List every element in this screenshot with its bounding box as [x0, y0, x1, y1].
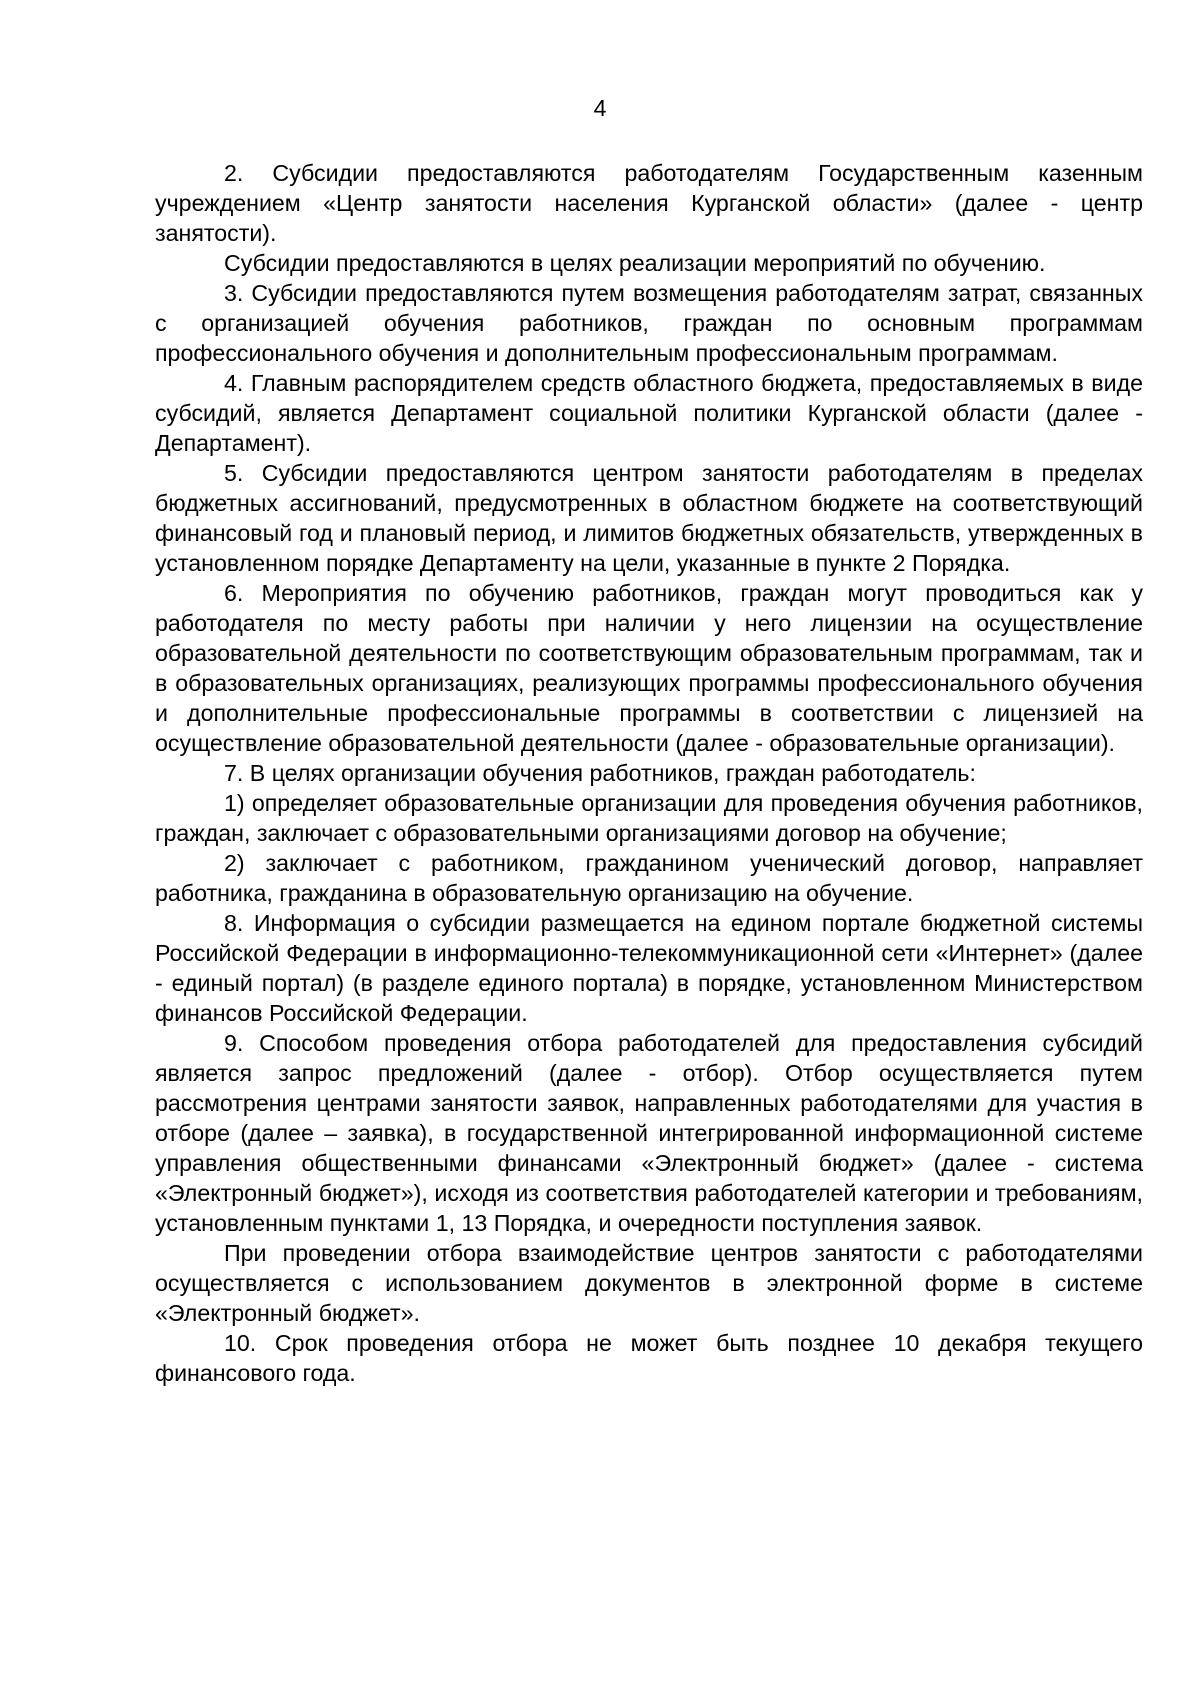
paragraph-3: 3. Субсидии предоставляются путем возмещения работодателям затрат, связанных с организацией обучения работников, граждан по основным программам профессионального обучения и дополнительным профессиональным программам. [155, 280, 1143, 366]
paragraph-6: 6. Мероприятия по обучению работников, граждан могут проводиться как у работодателя по месту работы при наличии у него лицензии на осуществление образовательной деятельности по соответствующим образовательным программам, так и в образовательных организациях, реализующих программы профессионального обучения и дополнительные профессиональные программы в соответствии с лицензией на осуществление образовательной деятельности (далее - образовательные организации). [155, 580, 1143, 756]
paragraph-7-item-1: 1) определяет образовательные организации для проведения обучения работников, граждан, заключает с образовательными организациями договор на обучение; [155, 790, 1143, 846]
paragraph-7-item-2: 2) заключает с работником, гражданином ученический договор, направляет работника, гражданина в образовательную организацию на обучение. [155, 850, 1143, 906]
paragraph-2: 2. Субсидии предоставляются работодателям Государственным казенным учреждением «Центр занятости населения Курганской области» (далее - центр занятости). [155, 160, 1143, 246]
paragraph-9-interaction: При проведении отбора взаимодействие центров занятости с работодателями осуществляется с использованием документов в электронной форме в системе «Электронный бюджет». [155, 1240, 1143, 1326]
paragraph-4: 4. Главным распорядителем средств областного бюджета, предоставляемых в виде субсидий, является Департамент социальной политики Курганской области (далее - Департамент). [155, 370, 1143, 456]
document-body [155, 158, 1143, 1388]
paragraph-2-purpose: Субсидии предоставляются в целях реализации мероприятий по обучению. [224, 250, 1046, 276]
paragraph-9: 9. Способом проведения отбора работодателей для предоставления субсидий является запрос предложений (далее - отбор). Отбор осуществляется путем рассмотрения центрами занятости заявок, направленных работодателями для участия в отборе (далее – заявка), в государственной интегрированной информационной системе управления общественными финансами «Электронный бюджет» (далее - система «Электронный бюджет»), исходя из соответствия работодателей категории и требованиям, установленным пунктами 1, 13 Порядка, и очередности поступления заявок. [155, 1030, 1143, 1236]
page-number: 4 [593, 95, 607, 121]
paragraph-5: 5. Субсидии предоставляются центром занятости работодателям в пределах бюджетных ассигнований, предусмотренных в областном бюджете на соответствующий финансовый год и плановый период, и лимитов бюджетных обязательств, утвержденных в установленном порядке Департаменту на цели, указанные в пункте 2 Порядка. [155, 460, 1143, 576]
paragraph-8: 8. Информация о субсидии размещается на едином портале бюджетной системы Российской Федерации в информационно-телекоммуникационной сети «Интернет» (далее - единый портал) (в разделе единого портала) в порядке, установленном Министерством финансов Российской Федерации. [155, 910, 1143, 1026]
paragraph-7: 7. В целях организации обучения работников, граждан работодатель: [224, 760, 976, 786]
paragraph-10: 10. Срок проведения отбора не может быть позднее 10 декабря текущего финансового года. [155, 1330, 1143, 1386]
